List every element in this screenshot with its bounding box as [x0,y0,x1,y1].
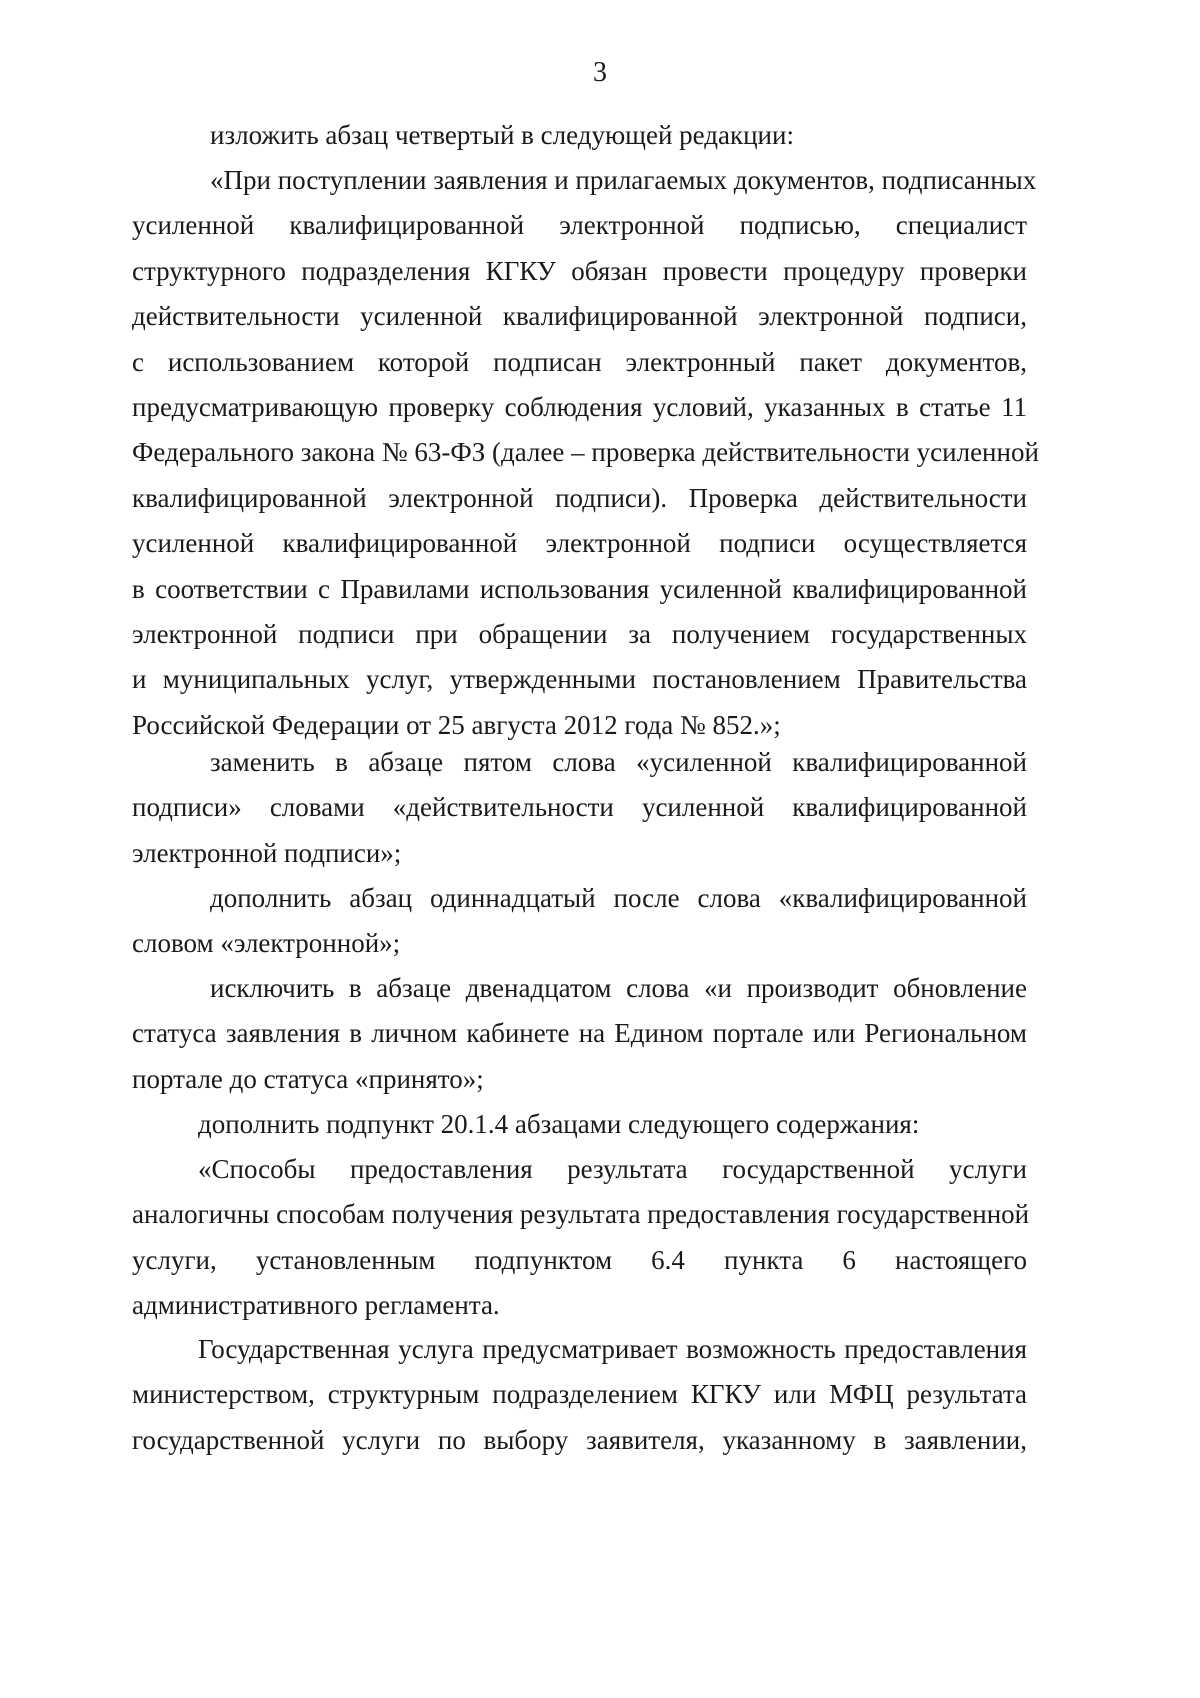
text-line: дополнить абзац одиннадцатый после слова «квалифицированной [210,883,1027,913]
text-line: услуги, установленным подпунктом 6.4 пункта 6 настоящего [132,1245,1027,1275]
text-line: «При поступлении заявления и прилагаемых документов, подписанных [210,165,1037,195]
text-line: словом «электронной»; [132,928,401,958]
text-line: Федерального закона № 63-ФЗ (далее – проверка действительности усиленной [132,437,1039,467]
text-line: квалифицированной электронной подписи). Проверка действительности [132,483,1027,513]
text-line: электронной подписи»; [132,838,402,868]
text-line: портале до статуса «принято»; [132,1064,484,1094]
text-line: административного регламента. [132,1290,500,1320]
text-line: изложить абзац четвертый в следующей редакции: [210,120,794,150]
text-line: аналогичны способам получения результата предоставления государственной [132,1199,1030,1229]
text-line: усиленной квалифицированной электронной подписи осуществляется [132,528,1027,558]
text-line: заменить в абзаце пятом слова «усиленной квалифицированной [210,747,1027,777]
text-line: министерством, структурным подразделением КГКУ или МФЦ результата [132,1379,1027,1409]
text-line: электронной подписи при обращении за получением государственных [132,619,1027,649]
text-line: «Способы предоставления результата государственной услуги [198,1154,1027,1184]
text-line: государственной услуги по выбору заявителя, указанному в заявлении, [132,1425,1027,1455]
text-line: в соответствии с Правилами использования усиленной квалифицированной [132,574,1027,604]
text-line: структурного подразделения КГКУ обязан провести процедуру проверки [132,256,1027,286]
text-line: усиленной квалифицированной электронной подписью, специалист [132,210,1027,240]
text-line: исключить в абзаце двенадцатом слова «и производит обновление [210,973,1027,1003]
page-number: 3 [593,57,607,88]
text-line: предусматривающую проверку соблюдения условий, указанных в статье 11 [132,392,1027,422]
text-line: Государственная услуга предусматривает возможность предоставления [198,1334,1027,1364]
text-line: статуса заявления в личном кабинете на Едином портале или Региональном [132,1018,1027,1048]
text-line: действительности усиленной квалифицированной электронной подписи, [132,301,1027,331]
text-line: подписи» словами «действительности усиленной квалифицированной [132,792,1027,822]
text-line: Российской Федерации от 25 августа 2012 года № 852.»; [132,710,781,740]
text-line: и муниципальных услуг, утвержденными постановлением Правительства [132,664,1027,694]
text-line: дополнить подпункт 20.1.4 абзацами следующего содержания: [198,1109,920,1139]
text-line: с использованием которой подписан электронный пакет документов, [132,347,1027,377]
